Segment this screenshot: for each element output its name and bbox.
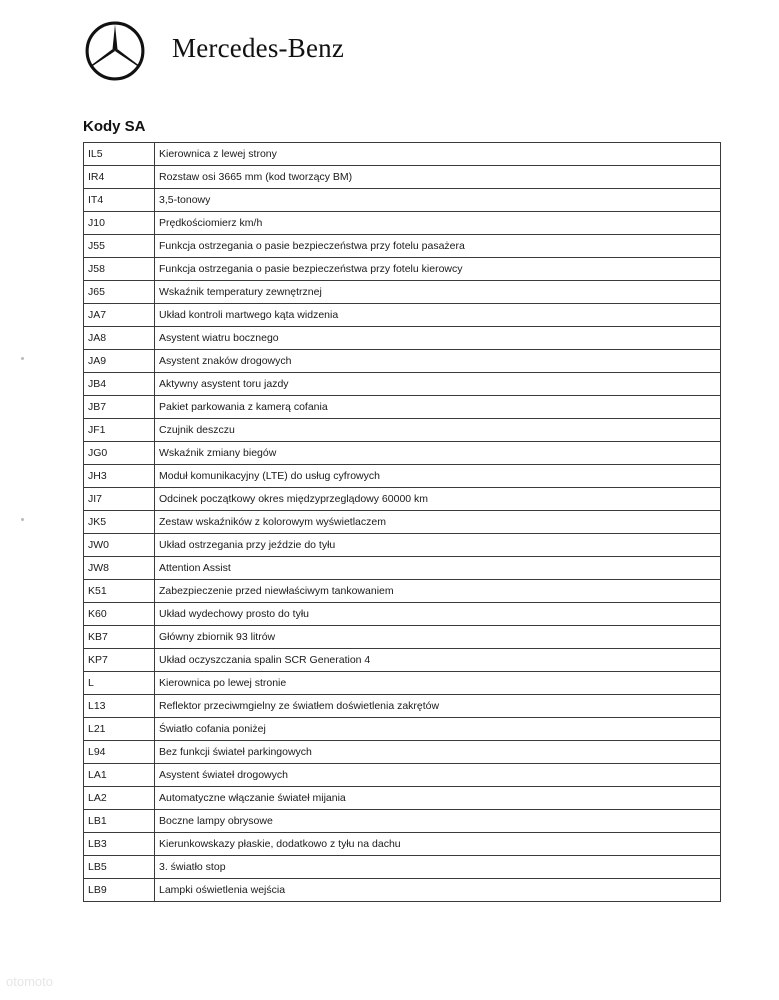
table-row	[84, 741, 721, 764]
table-row	[84, 281, 721, 304]
table-row	[84, 626, 721, 649]
code-cell: JB7	[84, 396, 155, 419]
description-cell: Funkcja ostrzegania o pasie bezpieczeństwa przy fotelu pasażera	[155, 235, 721, 258]
table-row	[84, 580, 721, 603]
code-cell: K60	[84, 603, 155, 626]
code-cell: KP7	[84, 649, 155, 672]
table-row	[84, 833, 721, 856]
description-cell: 3. światło stop	[155, 856, 721, 879]
description-cell: Asystent świateł drogowych	[155, 764, 721, 787]
code-cell: J10	[84, 212, 155, 235]
table-row	[84, 718, 721, 741]
description-cell: Automatyczne włączanie świateł mijania	[155, 787, 721, 810]
description-cell: Układ oczyszczania spalin SCR Generation 4	[155, 649, 721, 672]
code-cell: LB9	[84, 879, 155, 902]
code-cell: JW8	[84, 557, 155, 580]
code-cell: LA1	[84, 764, 155, 787]
description-cell: Moduł komunikacyjny (LTE) do usług cyfrowych	[155, 465, 721, 488]
table-row	[84, 695, 721, 718]
table-row	[84, 787, 721, 810]
description-cell: Bez funkcji świateł parkingowych	[155, 741, 721, 764]
table-row	[84, 373, 721, 396]
watermark: otomoto	[6, 974, 53, 989]
table-row	[84, 534, 721, 557]
table-row	[84, 419, 721, 442]
section-title: Kody SA	[83, 118, 146, 135]
code-cell: KB7	[84, 626, 155, 649]
code-cell: IT4	[84, 189, 155, 212]
table-row	[84, 143, 721, 166]
description-cell: Zestaw wskaźników z kolorowym wyświetlaczem	[155, 511, 721, 534]
description-cell: Pakiet parkowania z kamerą cofania	[155, 396, 721, 419]
sa-codes-table	[83, 142, 721, 902]
code-cell: JK5	[84, 511, 155, 534]
table-row	[84, 166, 721, 189]
table-row	[84, 603, 721, 626]
mercedes-star-icon	[84, 20, 146, 82]
code-cell: LA2	[84, 787, 155, 810]
description-cell: Attention Assist	[155, 557, 721, 580]
description-cell: Prędkościomierz km/h	[155, 212, 721, 235]
table-row	[84, 396, 721, 419]
table-row	[84, 212, 721, 235]
code-cell: JI7	[84, 488, 155, 511]
code-cell: L13	[84, 695, 155, 718]
code-cell: JB4	[84, 373, 155, 396]
code-cell: JH3	[84, 465, 155, 488]
code-cell: L94	[84, 741, 155, 764]
code-cell: J58	[84, 258, 155, 281]
table-row	[84, 350, 721, 373]
code-cell: J65	[84, 281, 155, 304]
code-cell: JA9	[84, 350, 155, 373]
description-cell: Asystent wiatru bocznego	[155, 327, 721, 350]
table-row	[84, 258, 721, 281]
table-row	[84, 304, 721, 327]
description-cell: Lampki oświetlenia wejścia	[155, 879, 721, 902]
code-cell: L	[84, 672, 155, 695]
description-cell: Czujnik deszczu	[155, 419, 721, 442]
code-cell: JF1	[84, 419, 155, 442]
description-cell: Wskaźnik zmiany biegów	[155, 442, 721, 465]
table-row	[84, 879, 721, 902]
code-cell: LB3	[84, 833, 155, 856]
description-cell: Kierownica z lewej strony	[155, 143, 721, 166]
code-cell: L21	[84, 718, 155, 741]
description-cell: Układ wydechowy prosto do tyłu	[155, 603, 721, 626]
description-cell: Odcinek początkowy okres międzyprzeglądowy 60000 km	[155, 488, 721, 511]
description-cell: Układ kontroli martwego kąta widzenia	[155, 304, 721, 327]
table-row	[84, 672, 721, 695]
table-row	[84, 511, 721, 534]
code-cell: J55	[84, 235, 155, 258]
description-cell: Główny zbiornik 93 litrów	[155, 626, 721, 649]
table-row	[84, 764, 721, 787]
description-cell: Asystent znaków drogowych	[155, 350, 721, 373]
table-row	[84, 235, 721, 258]
description-cell: Zabezpieczenie przed niewłaściwym tankowaniem	[155, 580, 721, 603]
description-cell: Kierownica po lewej stronie	[155, 672, 721, 695]
table-row	[84, 488, 721, 511]
code-cell: JW0	[84, 534, 155, 557]
code-cell: LB1	[84, 810, 155, 833]
description-cell: Boczne lampy obrysowe	[155, 810, 721, 833]
table-row	[84, 327, 721, 350]
table-row	[84, 189, 721, 212]
code-cell: IL5	[84, 143, 155, 166]
description-cell: Funkcja ostrzegania o pasie bezpieczeństwa przy fotelu kierowcy	[155, 258, 721, 281]
document-header	[0, 0, 779, 120]
code-cell: IR4	[84, 166, 155, 189]
code-cell: K51	[84, 580, 155, 603]
description-cell: Wskaźnik temperatury zewnętrznej	[155, 281, 721, 304]
code-cell: JA8	[84, 327, 155, 350]
description-cell: Rozstaw osi 3665 mm (kod tworzący BM)	[155, 166, 721, 189]
table-row	[84, 810, 721, 833]
description-cell: 3,5-tonowy	[155, 189, 721, 212]
description-cell: Reflektor przeciwmgielny ze światłem doświetlenia zakrętów	[155, 695, 721, 718]
table-row	[84, 856, 721, 879]
description-cell: Aktywny asystent toru jazdy	[155, 373, 721, 396]
table-row	[84, 649, 721, 672]
scan-artifact-dot	[21, 518, 24, 521]
scan-artifact-dot	[21, 357, 24, 360]
description-cell: Światło cofania poniżej	[155, 718, 721, 741]
table-row	[84, 442, 721, 465]
table-row	[84, 557, 721, 580]
brand-name: Mercedes-Benz	[172, 33, 345, 63]
code-cell: LB5	[84, 856, 155, 879]
code-cell: JG0	[84, 442, 155, 465]
table-row	[84, 465, 721, 488]
description-cell: Kierunkowskazy płaskie, dodatkowo z tyłu na dachu	[155, 833, 721, 856]
description-cell: Układ ostrzegania przy jeździe do tyłu	[155, 534, 721, 557]
code-cell: JA7	[84, 304, 155, 327]
